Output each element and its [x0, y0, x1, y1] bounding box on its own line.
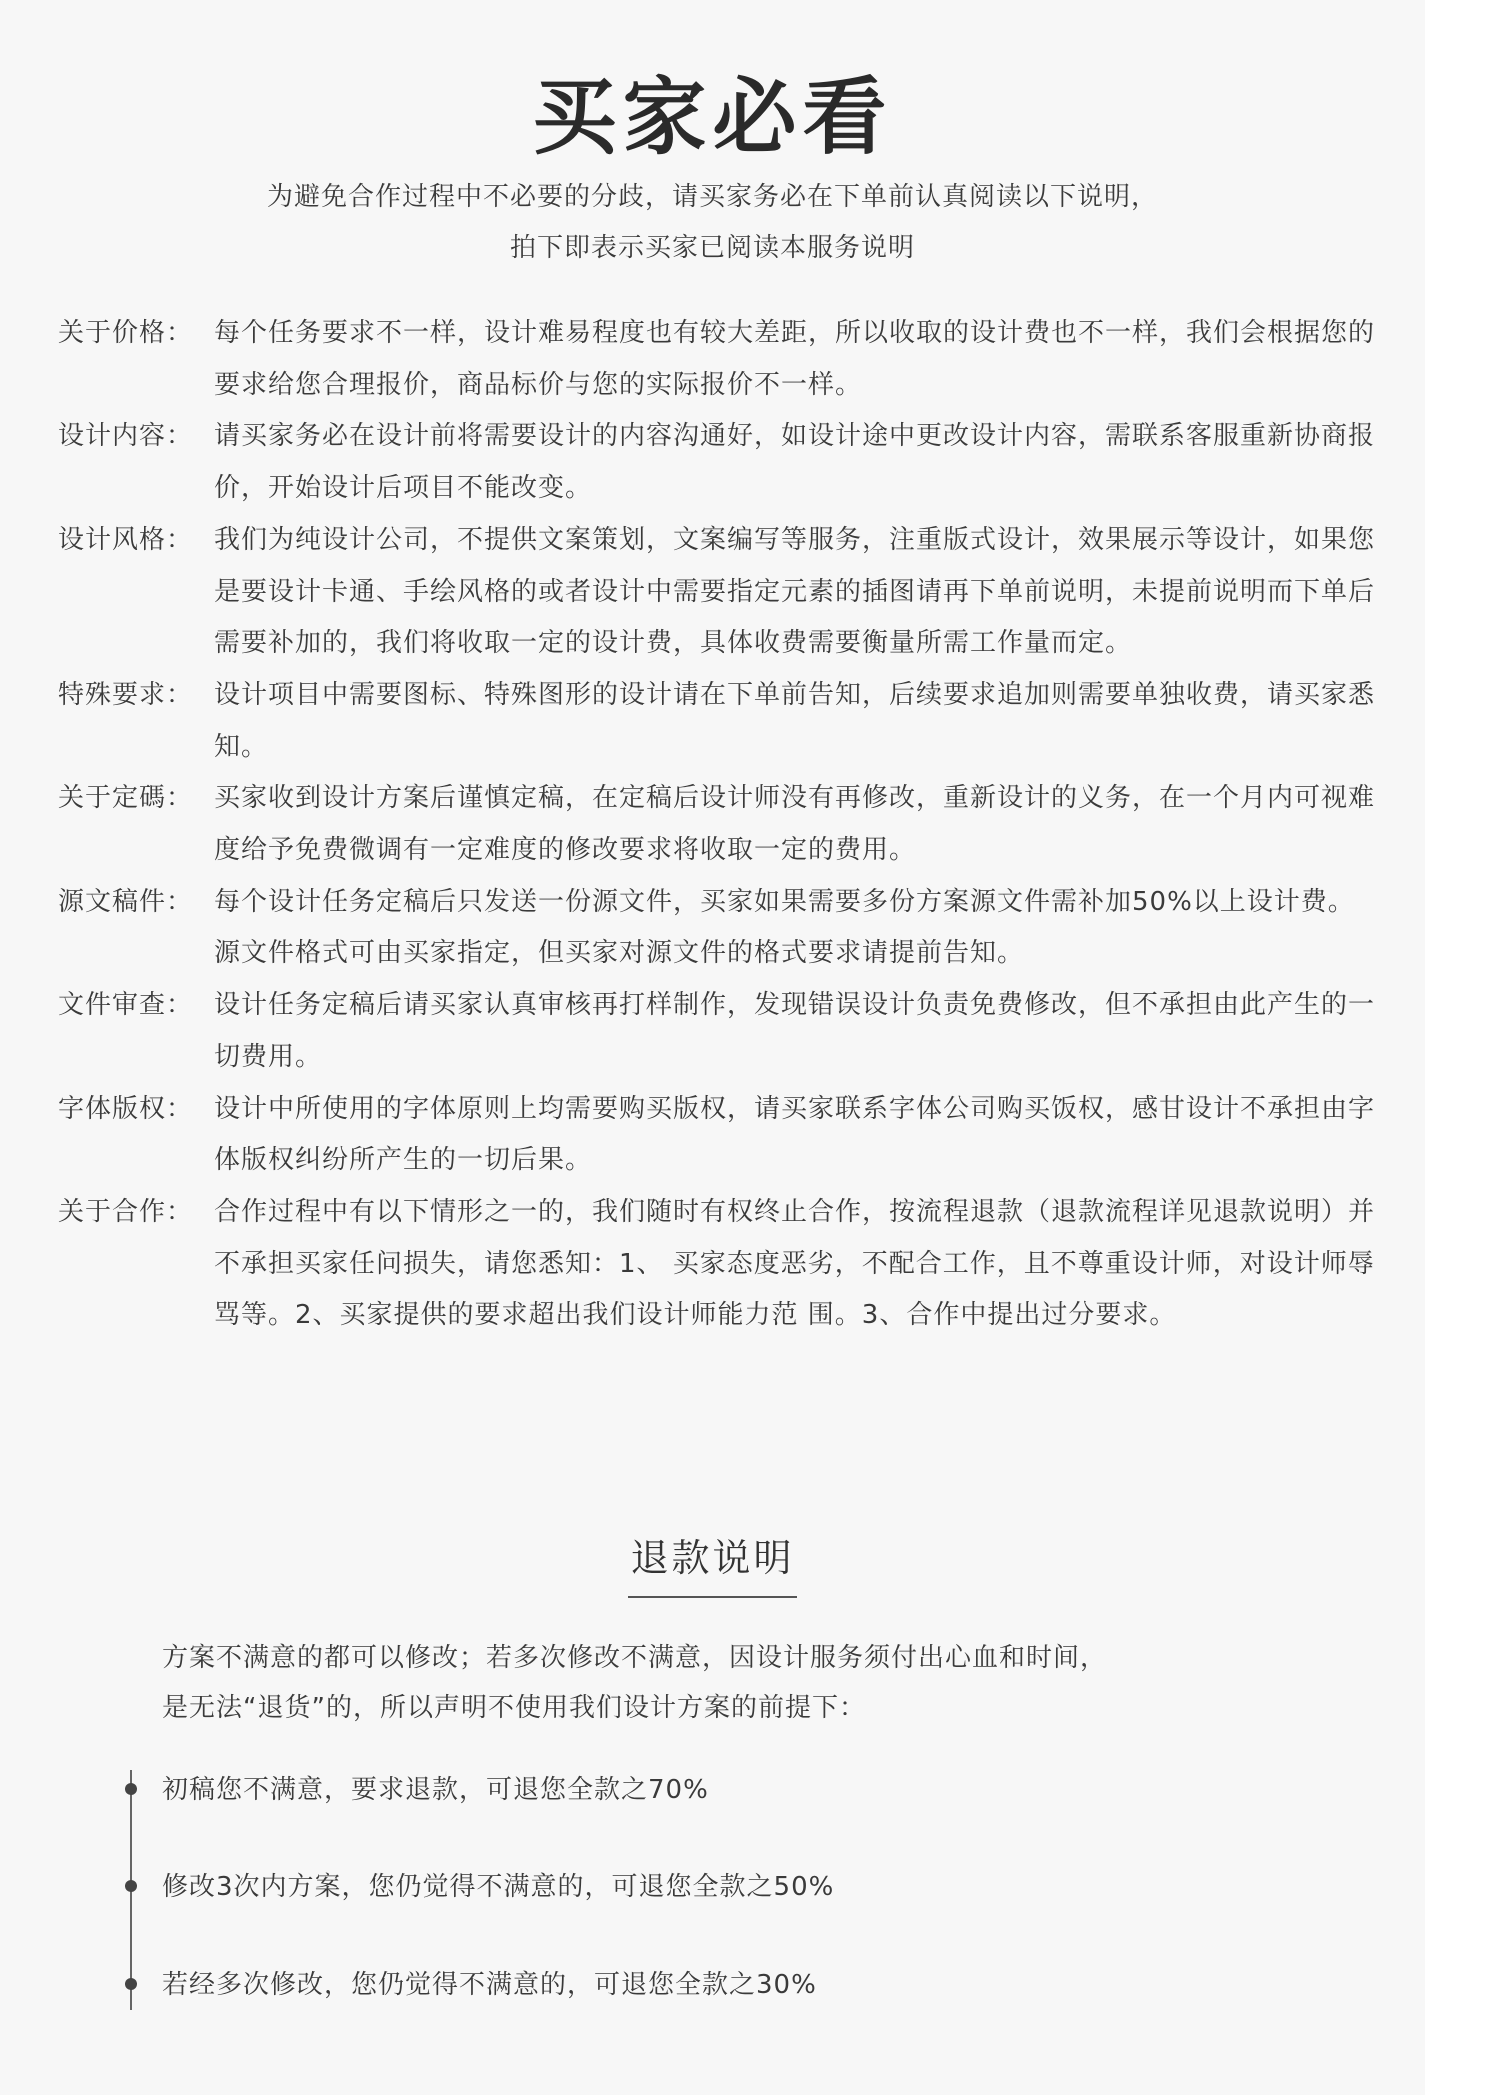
- timeline-item: [118, 1965, 1118, 2005]
- rule-item: [58, 980, 1378, 1083]
- bullet-dot-icon: [125, 1880, 137, 1892]
- rule-text: 合作过程中有以下情形之一的，我们随时有权终止合作，按流程退款（退款流程详见退款说明）并不承担买家任问损失，请您悉知：1、 买家态度恶劣，不配合工作，且不尊重设计师，对设计师辱骂等。2、买家提供的要求超出我们设计师能力范 围。3、合作中提出过分要求。: [214, 1196, 1376, 1331]
- rule-item: [58, 877, 1378, 980]
- bullet-dot-icon: [125, 1978, 137, 1990]
- rule-item: [58, 515, 1378, 670]
- rule-label: 设计内容：: [58, 421, 194, 452]
- timeline-item-text: 若经多次修改，您仍觉得不满意的，可退您全款之30%: [162, 1970, 817, 2000]
- rule-label: 关于价格：: [58, 318, 194, 348]
- refund-timeline: [118, 1770, 1118, 2020]
- refund-intro-line: 方案不满意的都可以修改；若多次修改不满意，因设计服务须付出心血和时间，: [162, 1643, 1108, 1673]
- rule-label: 源文稿件：: [58, 886, 194, 917]
- rule-item: [58, 308, 1378, 411]
- rule-label: 关于合作：: [58, 1196, 194, 1227]
- timeline-item: [118, 1770, 1118, 1810]
- intro-text: [0, 172, 1425, 274]
- rule-item: [58, 411, 1378, 514]
- rule-text: 我们为纯设计公司，不提供文案策划，文案编写等服务，注重版式设计，效果展示等设计，如果您是要设计卡通、手绘风格的或者设计中需要指定元素的插图请再下单前说明，未提前说明而下单后需要补加的，我们将收取一定的设计费，具体收费需要衡量所需工作量而定。: [214, 524, 1376, 659]
- rule-text: 买家收到设计方案后谨慎定稿，在定稿后设计师没有再修改，重新设计的义务，在一个月内可视难度给予免费微调有一定难度的修改要求将收取一定的费用。: [214, 783, 1376, 866]
- timeline-item-text: 修改3次内方案，您仍觉得不满意的，可退您全款之50%: [162, 1872, 835, 1902]
- rule-label: 文件审查：: [58, 990, 194, 1021]
- intro-line: 拍下即表示买家已阅读本服务说明: [509, 233, 915, 263]
- rule-text: 设计中所使用的字体原则上均需要购买版权，请买家联系字体公司购买饭权，感甘设计不承担由字体版权纠纷所产生的一切后果。: [214, 1093, 1376, 1176]
- rule-text: 每个设计任务定稿后只发送一份源文件，买家如果需要多份方案源文件需补加50%以上设计费。源文件格式可由买家指定，但买家对源文件的格式要求请提前告知。: [214, 886, 1355, 969]
- refund-section-heading: [0, 1530, 1425, 1598]
- rule-text: 请买家务必在设计前将需要设计的内容沟通好，如设计途中更改设计内容，需联系客服重新协商报价，开始设计后项目不能改变。: [214, 421, 1376, 504]
- rule-text: 每个任务要求不一样，设计难易程度也有较大差距，所以收取的设计费也不一样，我们会根据您的要求给您合理报价，商品标价与您的实际报价不一样。: [214, 318, 1376, 400]
- rule-text: 设计项目中需要图标、特殊图形的设计请在下单前告知，后续要求追加则需要单独收费，请买家悉知。: [214, 679, 1376, 762]
- rule-item: [58, 670, 1378, 773]
- rule-text: 设计任务定稿后请买家认真审核再打样制作，发现错误设计负责免费修改，但不承担由此产生的一切费用。: [214, 990, 1376, 1072]
- refund-intro: [162, 1633, 1312, 1733]
- bullet-dot-icon: [125, 1783, 137, 1795]
- refund-intro-line: 是无法“退货”的，所以声明不使用我们设计方案的前提下：: [162, 1693, 866, 1723]
- rule-label: 关于定碼：: [58, 783, 194, 814]
- intro-line: 为避免合作过程中不必要的分歧，请买家务必在下单前认真阅读以下说明，: [266, 182, 1158, 212]
- rule-label: 特殊要求：: [58, 679, 194, 710]
- page-title: 买家必看: [532, 68, 893, 166]
- timeline-item-text: 初稿您不满意，要求退款，可退您全款之70%: [162, 1775, 709, 1805]
- timeline-item: [118, 1867, 1118, 1907]
- rule-label: 字体版权：: [58, 1093, 194, 1124]
- rule-item: [58, 1187, 1378, 1342]
- rules-list: [58, 308, 1378, 1342]
- rule-label: 设计风格：: [58, 524, 194, 555]
- refund-title: 退款说明: [628, 1530, 796, 1598]
- rule-item: [58, 773, 1378, 876]
- rule-item: [58, 1084, 1378, 1187]
